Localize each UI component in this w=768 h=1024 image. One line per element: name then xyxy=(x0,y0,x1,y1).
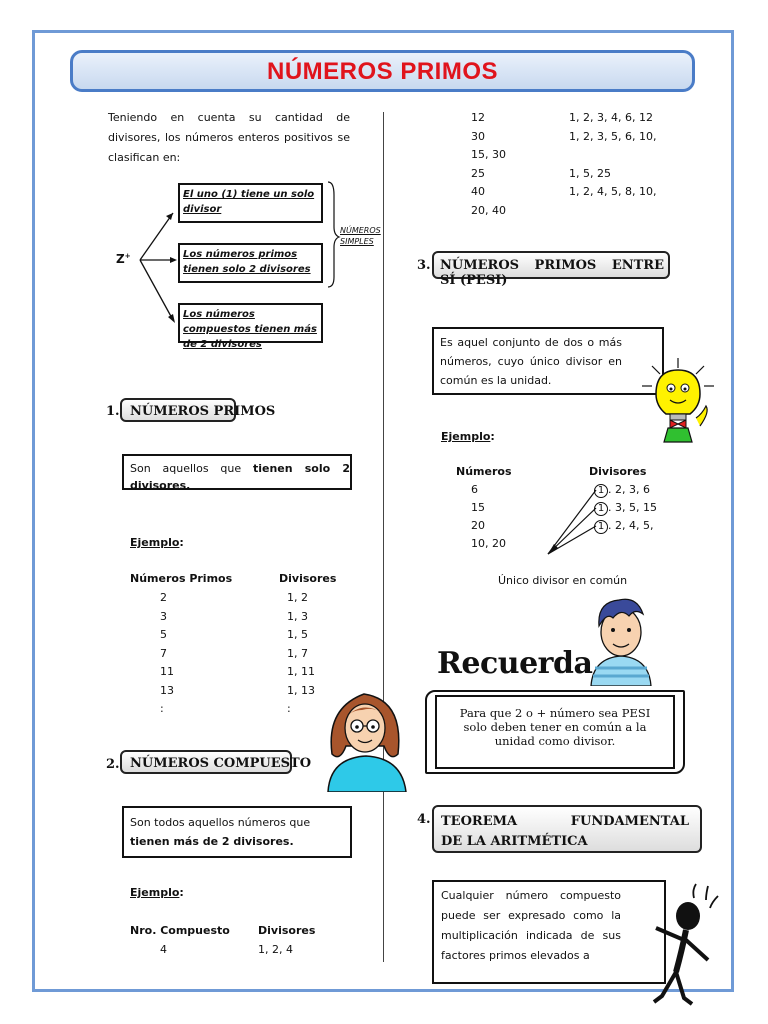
arrow-line-6 xyxy=(548,490,596,554)
sec1-col-header-2: Divisores xyxy=(279,572,337,585)
sec1-row-number: 13 xyxy=(160,683,174,697)
lightbulb-character xyxy=(640,356,716,446)
sec1-row-number: 11 xyxy=(160,665,174,678)
sec2-col-header-2: Divisores xyxy=(258,924,316,937)
sec2-col-header-1: Nro. Compuesto xyxy=(130,924,230,937)
title-banner xyxy=(70,50,695,92)
sec3-number: 3. xyxy=(417,258,431,273)
intro-text: Teniendo en cuenta su cantidad de divisores, los números enteros positivos se clasifican en: xyxy=(108,111,350,164)
unit-circle: 1 xyxy=(594,484,608,498)
cont-row-number: 40 xyxy=(471,185,485,198)
pesi-row-number: 6 xyxy=(471,483,478,496)
sec1-row-divisors: : xyxy=(287,702,291,715)
class-box-one: El uno (1) tiene un solo divisor xyxy=(178,183,323,223)
page-title: NÚMEROS PRIMOS xyxy=(266,58,498,85)
sec3-definition: Es aquel conjunto de dos o más números, cuyo único divisor en común es la unidad. xyxy=(440,336,622,387)
unit-circle: 1 xyxy=(594,520,608,534)
sec1-row-number: 7 xyxy=(160,646,167,660)
sec2-row-number: 4 xyxy=(160,943,167,956)
sec3-caption: Único divisor en común xyxy=(498,574,628,587)
sec1-row-divisors: 1, 7 xyxy=(287,646,308,660)
stick-figure xyxy=(636,880,726,1020)
cont-row-divisors: 1, 2, 3, 5, 6, 10, xyxy=(569,129,657,143)
sec3-col-header-1: Números xyxy=(456,465,512,478)
branch-line-1 xyxy=(140,213,173,260)
sec3-col-header-2: Divisores xyxy=(589,465,647,478)
sec2-definition: Son todos aquellos números que tienen más de 2 divisores. xyxy=(130,816,311,848)
class-box-composite: Los números compuestos tienen más de 2 divisores xyxy=(178,303,323,343)
sec4-number: 4. xyxy=(417,812,431,827)
unit-circle: 1 xyxy=(594,502,608,516)
cont-row-wrap: 20, 40 xyxy=(471,203,506,217)
pesi-row-rest: . 2, 3, 6 xyxy=(608,483,650,496)
sec2-row-divisors: 1, 2, 4 xyxy=(258,943,293,956)
sec1-row-divisors: 1, 5 xyxy=(287,628,308,641)
branch-arrow-2 xyxy=(170,257,177,263)
recuerda-scroll xyxy=(425,690,685,774)
class-box-primes: Los números primos tienen solo 2 divisores xyxy=(178,243,323,283)
sec2-title: NÚMEROS COMPUESTO xyxy=(130,756,312,771)
cont-row-wrap: 15, 30 xyxy=(471,148,506,161)
cont-row-number: 30 xyxy=(471,129,485,143)
cont-row-number: 12 xyxy=(471,111,485,124)
sec1-row-number: 2 xyxy=(160,591,167,604)
bracket-label: NÚMEROS SIMPLES xyxy=(340,226,381,246)
z-plus-symbol: Z+ xyxy=(116,252,131,266)
sec2-ejemplo: Ejemplo: xyxy=(130,886,184,899)
cont-row-number: 25 xyxy=(471,166,485,180)
sec1-title: NÚMEROS PRIMOS xyxy=(130,404,276,419)
sec3-title: NÚMEROS PRIMOS ENTRE SÍ (PESI) xyxy=(440,258,664,288)
branch-arrow-3 xyxy=(168,314,175,323)
pesi-row-rest: . 3, 5, 15 xyxy=(608,501,657,514)
sec1-row-divisors: 1, 11 xyxy=(287,665,315,678)
sec2-number: 2. xyxy=(106,757,120,772)
pesi-row-number: 20 xyxy=(471,519,485,532)
recuerda-text: Para que 2 o + número sea PESI solo deben tener en común a la unidad como divisor. xyxy=(459,706,651,748)
bracket xyxy=(328,182,339,287)
sec3-ejemplo: Ejemplo: xyxy=(441,430,495,443)
recuerda-heading: Recuerda xyxy=(437,646,593,681)
sec1-row-divisors: 1, 3 xyxy=(287,609,308,623)
sec1-ejemplo: Ejemplo: xyxy=(130,536,184,549)
cont-row-divisors: 1, 2, 3, 4, 6, 12 xyxy=(569,111,653,124)
cont-row-divisors: 1, 5, 25 xyxy=(569,166,611,180)
common-divisor-arrows xyxy=(540,480,610,560)
pesi-row-rest: . 2, 4, 5, xyxy=(608,519,654,532)
boy-illustration xyxy=(585,596,657,686)
sec1-row-divisors: 1, 2 xyxy=(287,591,308,604)
sec1-number: 1. xyxy=(106,404,120,419)
sec1-row-number: : xyxy=(160,702,164,715)
sec1-row-divisors: 1, 13 xyxy=(287,683,315,697)
pesi-row-wrap: 10, 20 xyxy=(471,537,506,550)
sec4-title: TEOREMA FUNDAMENTAL DE LA ARITMÉTICA xyxy=(441,814,689,849)
sec1-col-header-1: Números Primos xyxy=(130,572,233,585)
branch-line-3 xyxy=(140,260,173,320)
sec1-definition: Son aquellos que tienen solo 2 divisores. xyxy=(130,462,350,492)
cont-row-divisors: 1, 2, 4, 5, 8, 10, xyxy=(569,185,657,198)
pesi-row-number: 15 xyxy=(471,501,485,514)
girl-illustration xyxy=(318,688,414,792)
sec1-row-number: 5 xyxy=(160,628,167,641)
sec1-row-number: 3 xyxy=(160,609,167,623)
sec4-definition: Cualquier número compuesto puede ser expresado como la multiplicación indicada de sus factores primos elevados a xyxy=(441,889,621,962)
